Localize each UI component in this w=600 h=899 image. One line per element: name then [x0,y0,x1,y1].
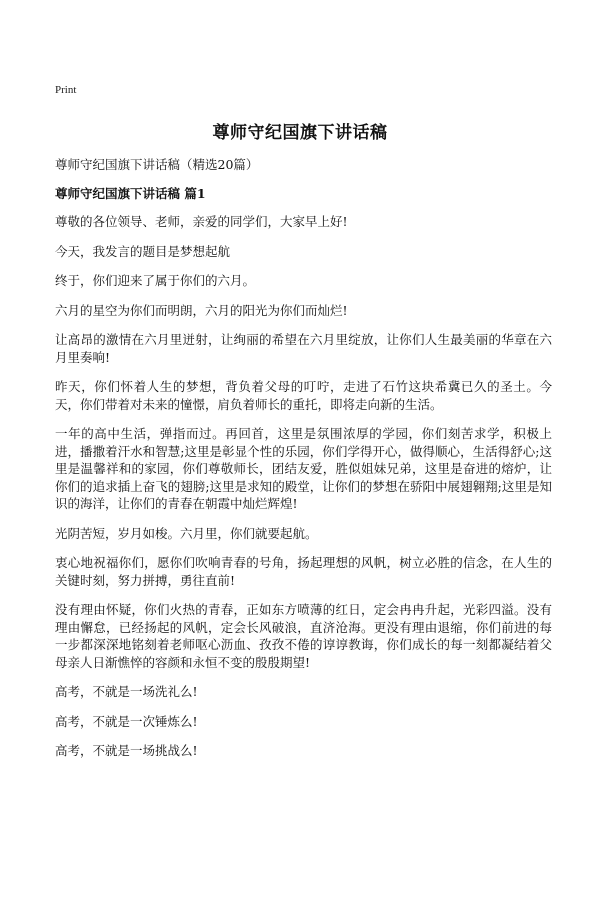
paragraph: 没有理由怀疑，你们火热的青春，正如东方喷薄的红日，定会冉冉升起，光彩四溢。没有理由懈怠，已经扬起的风帆，定会长风破浪，直济沧海。更没有理由退缩，你们前进的每一步都深深地铭刻着老师呕心沥血、孜孜不倦的谆谆教诲，你们成长的每一刻都凝结着父母亲人日渐憔悴的容颜和永恒不变的殷殷期望! [55,602,552,670]
print-label[interactable]: Print [55,84,77,96]
paragraph: 衷心地祝福你们，愿你们吹响青春的号角，扬起理想的风帆，树立必胜的信念，在人生的关键时刻，努力拼搏，勇往直前! [55,555,552,588]
paragraph: 让高昂的激情在六月里迸射，让绚丽的希望在六月里绽放，让你们人生最美丽的华章在六月里奏响! [55,332,552,365]
document-title: 尊师守纪国旗下讲话稿 [212,123,388,143]
paragraph: 六月的星空为你们而明朗，六月的阳光为你们而灿烂! [55,302,348,318]
paragraph: 今天，我发言的题目是梦想起航 [55,243,231,259]
document-body [55,213,552,772]
paragraph: 高考，不就是一场挑战么! [55,743,198,758]
paragraph: 一年的高中生活，弹指而过。再回首，这里是氛围浓厚的学园，你们刻苦求学，积极上进，播撒着汗水和智慧;这里是彰显个性的乐园，你们学得开心，做得顺心，生活得舒心;这里是温馨祥和的家园，你们尊敬师长，团结友爱，胜似姐妹兄弟，这里是奋进的熔炉，让你们的追求插上奋飞的翅膀;这里是求知的殿堂，让你们的梦想在骄阳中展翅翱翔;这里是知识的海洋，让你们的青春在朝霞中灿烂辉煌! [55,426,552,511]
section-heading: 尊师守纪国旗下讲话稿 篇1 [55,186,206,201]
paragraph: 高考，不就是一次锤炼么! [55,713,198,729]
document-subtitle: 尊师守纪国旗下讲话稿（精选20篇） [55,157,259,172]
paragraph: 光阴苦短，岁月如梭。六月里，你们就要起航。 [55,525,318,541]
paragraph: 昨天，你们怀着人生的梦想，背负着父母的叮咛，走进了石竹这块希冀已久的圣土。今天，你们带着对未来的憧憬，肩负着师长的重托，即将走向新的生活。 [55,379,552,412]
paragraph: 终于，你们迎来了属于你们的六月。 [55,273,256,288]
paragraph: 高考，不就是一场洗礼么! [55,684,198,699]
paragraph: 尊敬的各位领导、老师，亲爱的同学们，大家早上好! [55,214,348,229]
